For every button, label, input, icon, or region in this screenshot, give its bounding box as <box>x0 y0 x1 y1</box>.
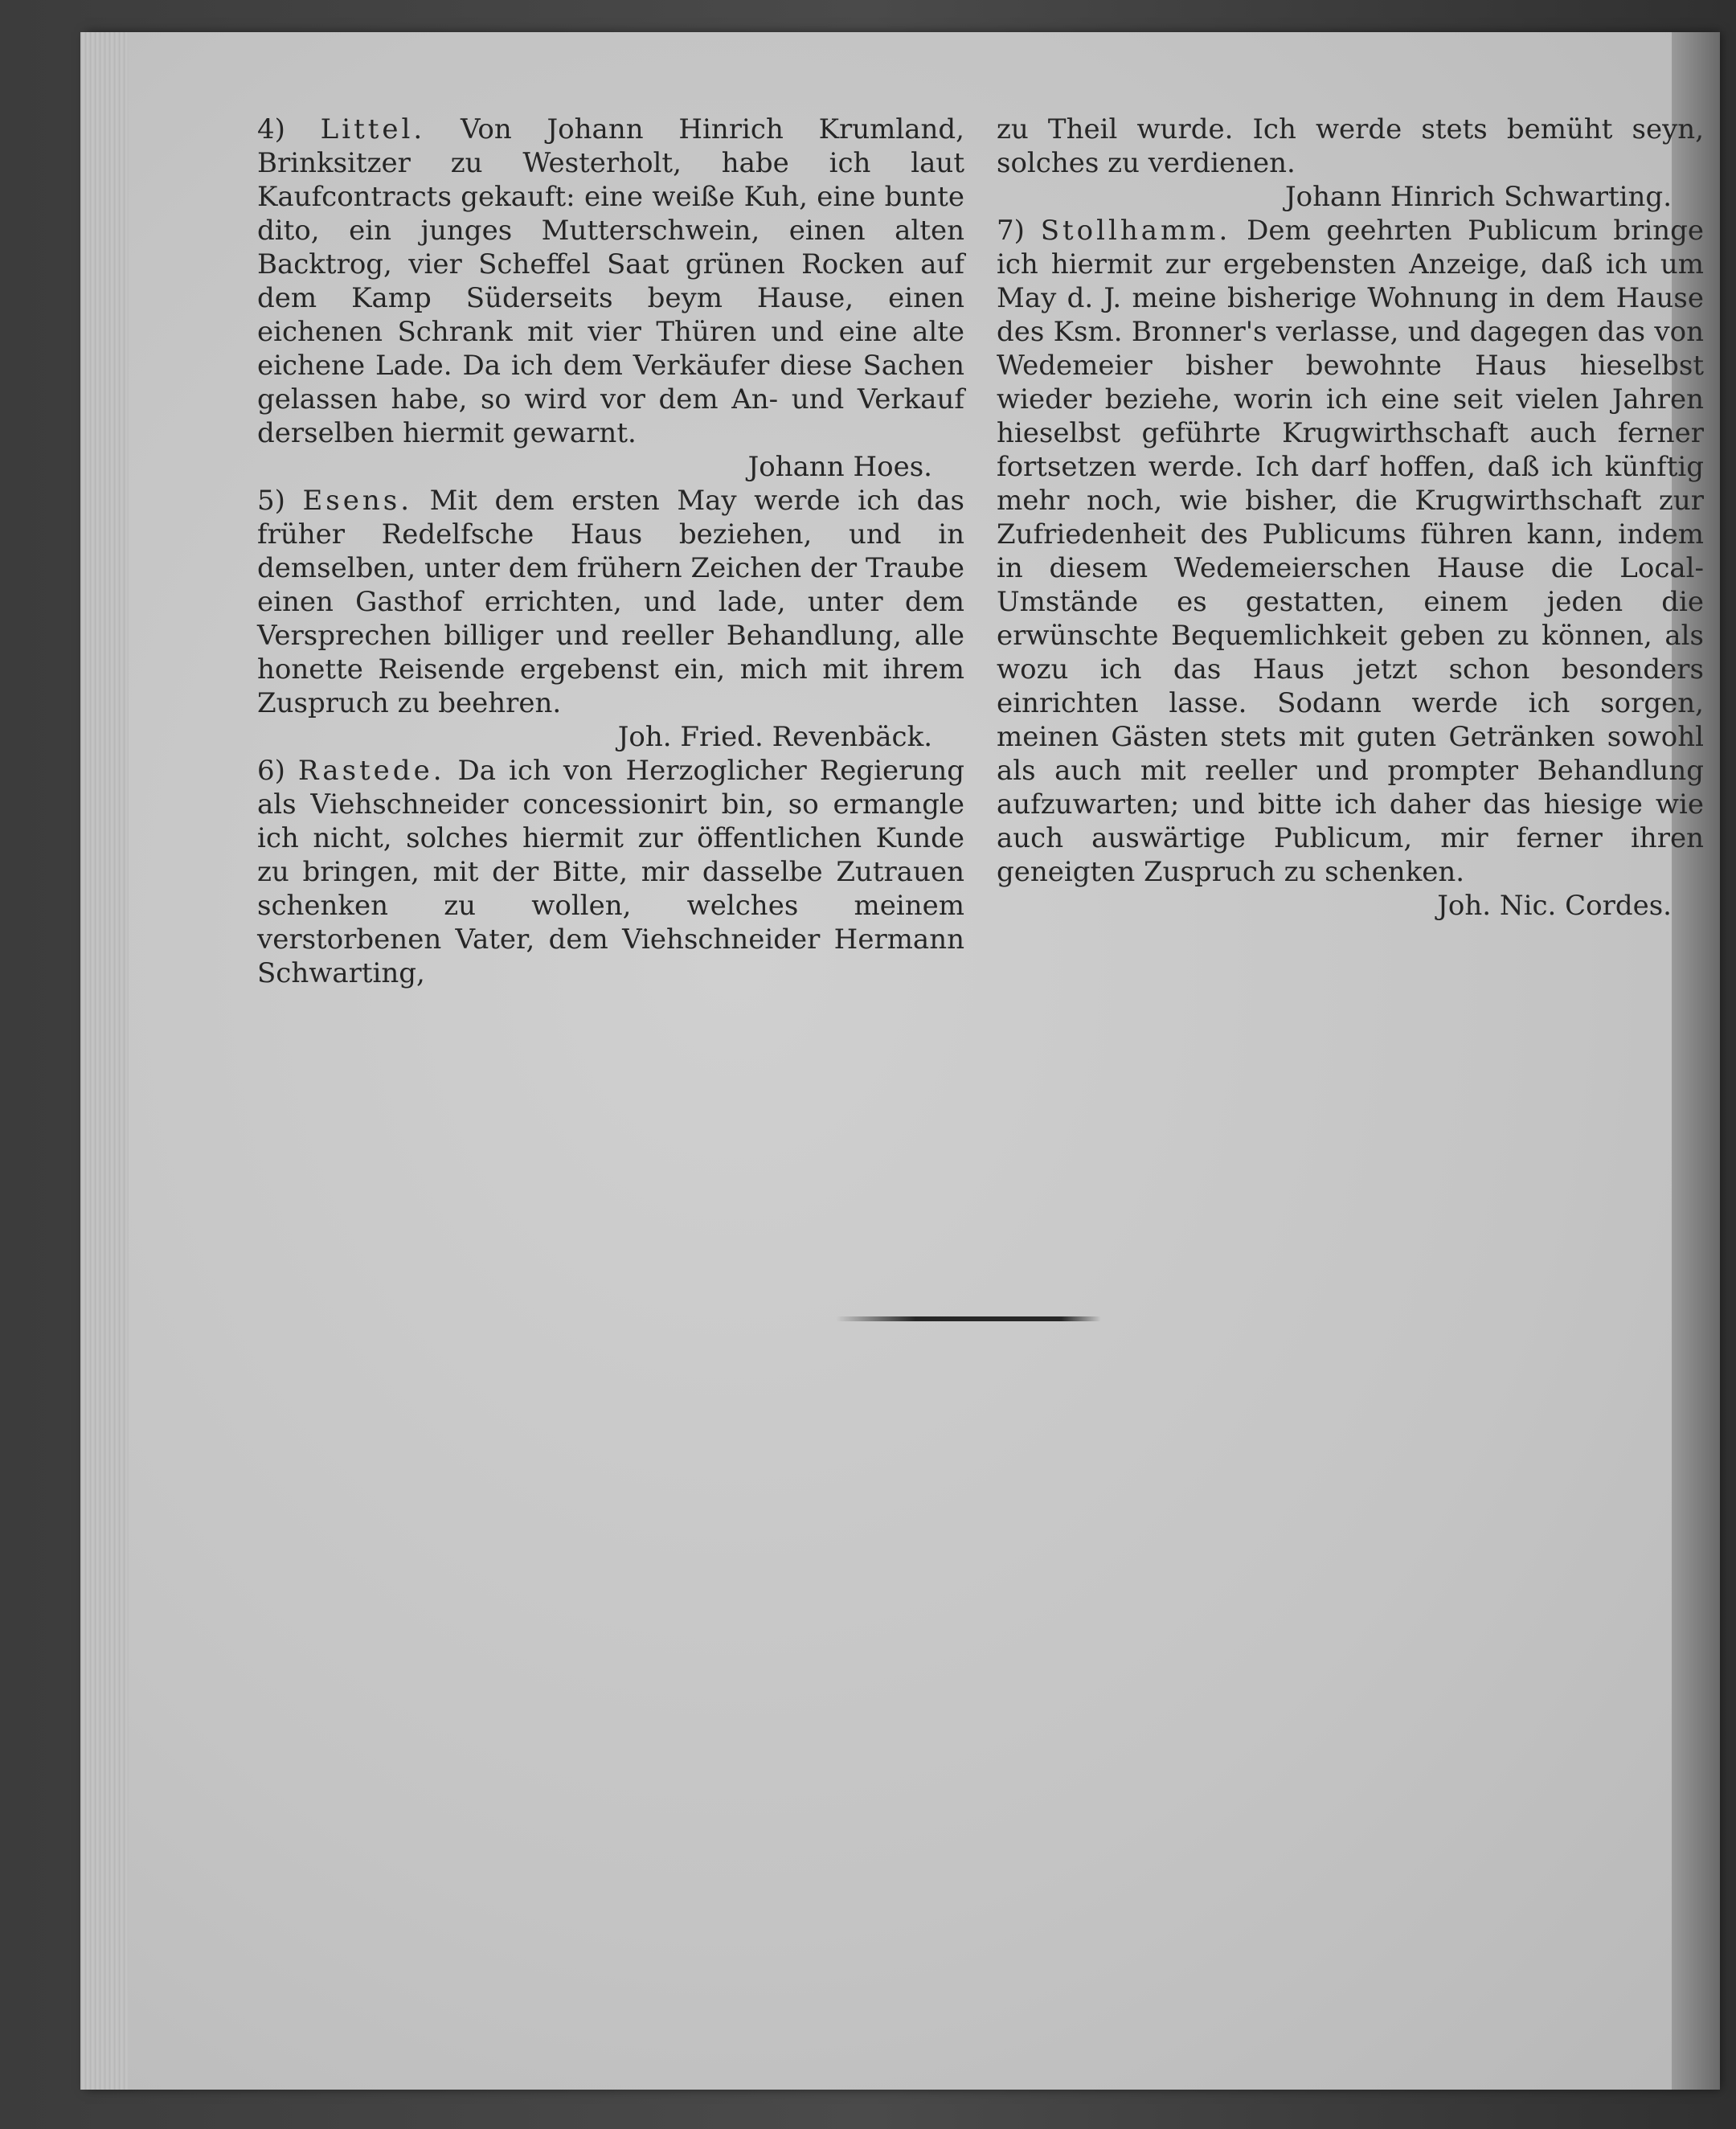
bleed-through-left <box>265 924 924 1969</box>
notice-signature: Joh. Fried. Revenbäck. <box>617 721 932 753</box>
notice-place: Rastede. <box>297 755 445 787</box>
notice-text: zu Theil wurde. Ich werde stets bemüht seyn, solches zu verdienen. <box>997 113 1704 179</box>
notice-place: Esens. <box>302 485 413 517</box>
page-stack-edge <box>80 32 129 2090</box>
right-column <box>997 113 1704 923</box>
bleed-through-right <box>997 924 1656 1969</box>
notice-4 <box>257 113 964 450</box>
notice-6-continued <box>997 113 1704 180</box>
notice-signature: Joh. Nic. Cordes. <box>1437 890 1672 922</box>
notice-signature: Johann Hoes. <box>747 451 932 483</box>
notice-number: 6) <box>257 755 285 787</box>
notice-text: Mit dem ersten May werde ich das früher Redelfsche Haus beziehen, und in demselben, unter dem frühern Zeichen der Traube einen Gasthof errichten, und lade, unter dem Versprechen billiger und reeller Behandlung, alle honette Reisende ergebenst ein, mich mit ihrem Zuspruch zu beehren. <box>257 485 964 719</box>
notice-number: 7) <box>997 215 1025 247</box>
notice-place: Littel. <box>320 113 426 145</box>
notice-text: Da ich von Herzoglicher Regierung als Viehschneider concessionirt bin, so ermangle ich nicht, solches hiermit zur öffentlichen Kunde zu bringen, mit der Bitte, mir dasselbe Zutrauen schenken zu wollen, welches meinem verstorbenen Vater, dem Viehschneider Hermann Schwarting, <box>257 755 964 989</box>
section-divider-rule <box>836 1316 1101 1321</box>
left-column <box>257 113 964 990</box>
notice-number: 4) <box>257 113 285 145</box>
notice-number: 5) <box>257 485 285 517</box>
notice-6 <box>257 754 964 990</box>
notice-text: Dem geehrten Publicum bringe ich hiermit zur ergebensten Anzeige, daß ich um May d. J. meine bisherige Wohnung in dem Hause des Ksm. Bronner's verlasse, und dagegen das von Wedemeier bisher bewohnte Haus hieselbst wieder beziehe, worin ich eine seit vielen Jahren hieselbst geführte Krugwirthschaft auch ferner fortsetzen werde. Ich darf hoffen, daß ich künftig mehr noch, wie bisher, die Krugwirthschaft zur Zufriedenheit des Publicums führen kann, indem in diesem Wedemeierschen Hause die Local-Umstände es gestatten, einem jeden die erwünschte Bequemlichkeit geben zu können, als wozu ich das Haus jetzt schon besonders einrichten lasse. Sodann werde ich sorgen, meinen Gästen stets mit guten Getränken sowohl als auch mit reeller und prompter Behandlung aufzuwarten; und bitte ich daher das hiesige wie auch auswärtige Publicum, mir ferner ihren geneigten Zuspruch zu schenken. <box>997 215 1705 888</box>
notice-7 <box>997 214 1704 889</box>
notice-signature: Johann Hinrich Schwarting. <box>1284 181 1672 213</box>
notice-5 <box>257 484 964 720</box>
notice-place: Stollhamm. <box>1040 215 1231 247</box>
notice-text: Von Johann Hinrich Krumland, Brinksitzer zu Westerholt, habe ich laut Kaufcontracts gekauft: eine weiße Kuh, eine bunte dito, ein junges Mutterschwein, einen alten Backtrog, vier Scheffel Saat grünen Rocken auf dem Kamp Süderseits beym Hause, einen eichenen Schrank mit vier Thüren und eine alte eichene Lade. Da ich dem Verkäufer diese Sachen gelassen habe, so wird vor dem An- und Verkauf derselben hiermit gewarnt. <box>257 113 964 449</box>
